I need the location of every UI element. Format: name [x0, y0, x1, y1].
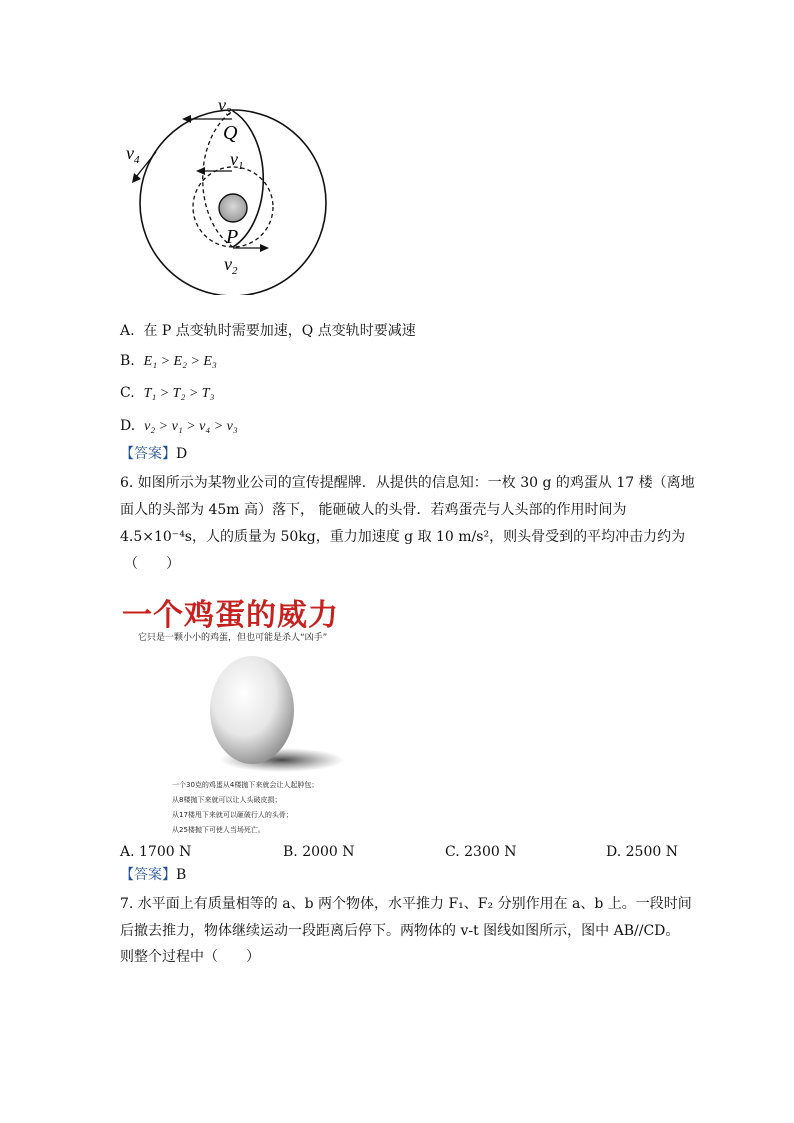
q6-stem-line-2: 面人的头部为 45m 高）落下， 能砸破人的头骨．若鸡蛋壳与人头部的作用时间为 [120, 502, 627, 518]
label-P: P [226, 226, 239, 248]
label-v1: $v_1$ [230, 149, 244, 172]
q5-option-a: A. 在 P 点变轨时需要加速，Q 点变轨时要减速 [120, 323, 416, 339]
q7-stem-line-1: 7. 水平面上有质量相等的 a、b 两个物体，水平推力 F₁、F₂ 分别作用在 a、b 上。一段时间 [120, 896, 692, 912]
q5-answer: 【答案】D [120, 446, 188, 462]
poster-note-3: 从17楼甩下来就可以砸破行人的头骨； [172, 811, 293, 819]
v2-arrow [260, 244, 269, 252]
poster-title: 一个鸡蛋的威力 [122, 598, 339, 633]
q5-option-c: C. T₁ > T₂ > T₃ [120, 385, 215, 401]
label-Q: Q [223, 122, 238, 144]
q7-stem-line-2: 后撤去推力，物体继续运动一段距离后停下。两物体的 v-t 图线如图所示，图中 AB//CD。 [120, 923, 680, 939]
poster-note-1: 一个30克的鸡蛋从4楼抛下来就会让人起肿包； [172, 781, 319, 789]
q6-option-a: A. 1700 N [120, 844, 192, 860]
q5-option-d: D. v₂ > v₁ > v₄ > v₃ [120, 418, 238, 434]
poster-note-4: 从25楼抛下可使人当场死亡。 [172, 826, 265, 834]
q6-option-c: C. 2300 N [445, 844, 517, 860]
label-v3: $v_3$ [218, 95, 232, 118]
q6-answer: 【答案】B [120, 867, 187, 883]
q5-option-b: B. E₁ > E₂ > E₃ [120, 353, 217, 369]
label-v4: $v_4$ [126, 143, 140, 166]
central-planet [219, 194, 247, 222]
v4-arrow [132, 173, 141, 183]
q6-stem-line-4: （ ） [124, 556, 180, 572]
q6-option-b: B. 2000 N [283, 844, 355, 860]
orbit-figure [120, 95, 350, 295]
q6-option-d: D. 2500 N [606, 844, 678, 860]
egg-image [192, 656, 352, 776]
q6-stem-line-1: 6. 如图所示为某物业公司的宣传提醒牌．从提供的信息知：一枚 30 g 的鸡蛋从 17 楼（离地 [120, 475, 695, 491]
q7-stem-line-3: 则整个过程中（ ） [120, 949, 260, 965]
q6-stem-line-3: 4.5×10⁻⁴s，人的质量为 50kg，重力加速度 g 取 10 m/s²，则头骨受到的平均冲击力约为 [120, 529, 686, 545]
v1-arrow [196, 167, 205, 175]
poster-subtitle: 它只是一颗小小的鸡蛋，但也可能是杀人“凶手” [138, 633, 328, 643]
poster-note-2: 从8楼抛下来就可以让人头破皮损； [172, 796, 282, 804]
label-v2: $v_2$ [224, 254, 238, 277]
